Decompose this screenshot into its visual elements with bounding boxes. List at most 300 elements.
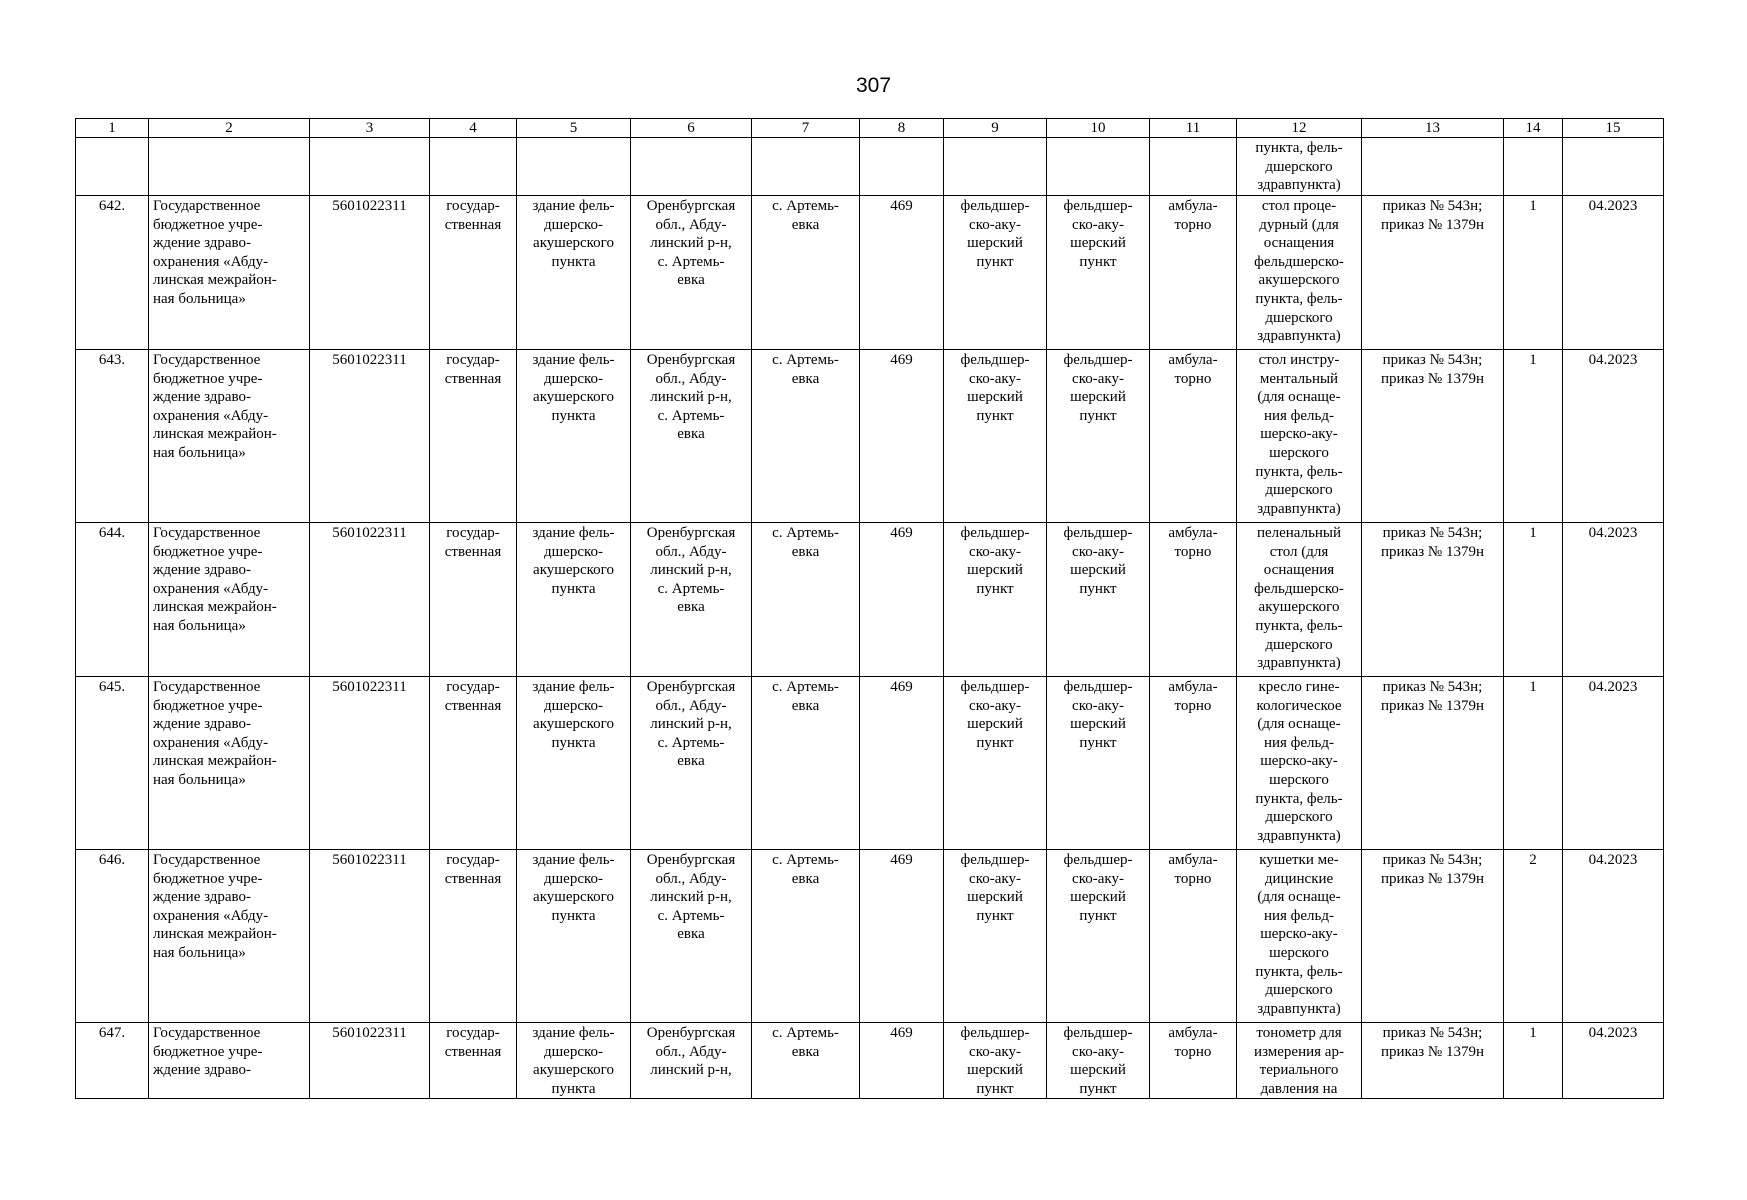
cell-line: с. Артемь- xyxy=(657,734,725,751)
cell-line: шерско-аку- xyxy=(1260,926,1338,943)
cell-line: ско-аку- xyxy=(969,543,1021,560)
cell-line: фельдшер- xyxy=(1063,525,1133,541)
cell-line: линский р-н, xyxy=(650,1062,732,1079)
cell-line: измерения ар- xyxy=(1254,1043,1344,1060)
cell-line: фельдшерско- xyxy=(1254,580,1344,597)
cell-line: шерский xyxy=(967,889,1023,906)
cell-line: бюджетное учре- xyxy=(153,370,263,387)
cell-line: Государственное xyxy=(153,679,261,695)
cell-col-15: 04.2023 xyxy=(1563,196,1664,350)
cell-line: пункт xyxy=(976,734,1014,751)
cell-line: евка xyxy=(791,370,820,387)
cell-col-4 xyxy=(430,850,517,1023)
table-row xyxy=(76,677,1664,850)
cell-line: амбула- xyxy=(1168,525,1218,541)
cell-line: ско-аку- xyxy=(1072,870,1124,887)
cell-line: обл., Абду- xyxy=(655,870,727,887)
cell-line: акушерского xyxy=(533,1062,614,1079)
cell-line: евка xyxy=(677,753,705,770)
cell-col-4 xyxy=(430,196,517,350)
cell-line: Оренбургская xyxy=(646,679,736,695)
cell-col-6 xyxy=(631,1023,752,1099)
cell-col-2 xyxy=(149,1023,310,1099)
cell-line: шерский xyxy=(1070,1062,1126,1079)
cell-line: здравпункта) xyxy=(1257,827,1341,844)
cell-col-12 xyxy=(1237,1023,1362,1099)
cell-line: ждение здраво- xyxy=(153,716,252,733)
cell-col-14 xyxy=(1504,138,1563,196)
cell-col-4 xyxy=(430,350,517,523)
cell-col-9 xyxy=(944,1023,1047,1099)
cell-line: шерский xyxy=(1070,389,1126,406)
cell-line: фельдшер- xyxy=(1063,1025,1133,1041)
cell-line: фельдшер- xyxy=(960,852,1030,868)
cell-col-6 xyxy=(631,138,752,196)
cell-line: ждение здраво- xyxy=(153,889,252,906)
cell-line: ная больница» xyxy=(153,944,246,961)
cell-col-2 xyxy=(149,196,310,350)
cell-line: амбула- xyxy=(1168,352,1218,368)
column-number: 13 xyxy=(1362,119,1504,138)
cell-line: Государственное xyxy=(153,198,261,214)
cell-line: линский р-н, xyxy=(650,389,732,406)
cell-col-13 xyxy=(1362,523,1504,677)
cell-line: дшерского xyxy=(1265,309,1333,326)
cell-line: ско-аку- xyxy=(1072,216,1124,233)
cell-line: линская межрайон- xyxy=(153,599,277,616)
cell-line: шерского xyxy=(1269,444,1329,461)
cell-col-12 xyxy=(1237,350,1362,523)
cell-col-3: 5601022311 xyxy=(310,196,430,350)
column-number: 12 xyxy=(1237,119,1362,138)
cell-col-2 xyxy=(149,350,310,523)
table-row xyxy=(76,196,1664,350)
cell-col-8: 469 xyxy=(860,523,944,677)
cell-line: бюджетное учре- xyxy=(153,216,263,233)
cell-line: ная больница» xyxy=(153,617,246,634)
cell-col-6 xyxy=(631,196,752,350)
cell-col-2 xyxy=(149,523,310,677)
cell-line: линский р-н, xyxy=(650,562,732,579)
cell-col-15: 04.2023 xyxy=(1563,350,1664,523)
cell-line: приказ № 543н; xyxy=(1382,352,1483,368)
cell-line: акушерского xyxy=(1258,272,1340,289)
cell-line: приказ № 543н; xyxy=(1382,198,1483,214)
cell-col-9 xyxy=(944,196,1047,350)
cell-col-11 xyxy=(1150,196,1237,350)
cell-col-1: 643. xyxy=(76,350,149,523)
cell-line: териального xyxy=(1259,1062,1339,1079)
cell-line: стол (для xyxy=(1269,543,1329,560)
column-number: 2 xyxy=(149,119,310,138)
cell-line: евка xyxy=(677,272,705,289)
cell-line: бюджетное учре- xyxy=(153,697,263,714)
cell-line: пункта, фель- xyxy=(1255,463,1343,480)
cell-col-12 xyxy=(1237,523,1362,677)
cell-line: с. Артемь- xyxy=(772,525,839,541)
cell-col-15: 04.2023 xyxy=(1563,850,1664,1023)
cell-line: шерский xyxy=(1070,716,1126,733)
cell-col-14: 1 xyxy=(1504,1023,1563,1099)
table-row xyxy=(76,850,1664,1023)
cell-line: евка xyxy=(791,697,820,714)
cell-line: ждение здраво- xyxy=(153,1062,252,1079)
cell-line: (для оснаще- xyxy=(1257,716,1341,733)
cell-line: торно xyxy=(1174,370,1212,387)
cell-line: шерский xyxy=(967,389,1023,406)
cell-line: Оренбургская xyxy=(646,525,736,541)
cell-col-10 xyxy=(1047,523,1150,677)
cell-col-13 xyxy=(1362,350,1504,523)
cell-col-12 xyxy=(1237,850,1362,1023)
cell-line: торно xyxy=(1174,697,1212,714)
column-number: 3 xyxy=(310,119,430,138)
cell-line: евка xyxy=(677,599,705,616)
cell-col-4 xyxy=(430,138,517,196)
cell-col-13 xyxy=(1362,850,1504,1023)
cell-line: ственная xyxy=(444,370,502,387)
page-number: 307 xyxy=(855,74,892,97)
cell-line: охранения «Абду- xyxy=(153,407,269,424)
cell-line: линская межрайон- xyxy=(153,272,277,289)
cell-col-8: 469 xyxy=(860,196,944,350)
cell-line: ная больница» xyxy=(153,290,246,307)
cell-line: с. Артемь- xyxy=(657,580,725,597)
cell-line: дшерского xyxy=(1265,809,1333,826)
cell-line: государ- xyxy=(446,198,500,214)
cell-col-3 xyxy=(310,138,430,196)
cell-line: дшерского xyxy=(1265,636,1333,653)
cell-line: акушерского xyxy=(533,716,614,733)
cell-col-8: 469 xyxy=(860,1023,944,1099)
cell-line: фельдшер- xyxy=(960,679,1030,695)
cell-line: Оренбургская xyxy=(646,852,736,868)
cell-line: ско-аку- xyxy=(969,1043,1021,1060)
cell-line: дшерско- xyxy=(543,1043,604,1060)
cell-line: приказ № 1379н xyxy=(1380,543,1485,560)
cell-col-5 xyxy=(517,677,631,850)
cell-line: ментальный xyxy=(1259,370,1339,387)
cell-line: пункт xyxy=(1079,253,1117,270)
cell-line: здравпункта) xyxy=(1257,500,1341,517)
cell-col-11 xyxy=(1150,1023,1237,1099)
cell-line: приказ № 543н; xyxy=(1382,1025,1483,1041)
cell-line: Государственное xyxy=(153,352,261,368)
cell-line: акушерского xyxy=(533,889,614,906)
cell-col-10 xyxy=(1047,138,1150,196)
cell-line: ния фельд- xyxy=(1263,734,1335,751)
cell-line: приказ № 543н; xyxy=(1382,525,1483,541)
cell-col-1: 647. xyxy=(76,1023,149,1099)
cell-line: дицинские xyxy=(1264,870,1334,887)
table-row xyxy=(76,523,1664,677)
cell-line: с. Артемь- xyxy=(772,352,839,368)
cell-line: приказ № 543н; xyxy=(1382,679,1483,695)
cell-col-3: 5601022311 xyxy=(310,350,430,523)
cell-col-15: 04.2023 xyxy=(1563,1023,1664,1099)
cell-line: тонометр для xyxy=(1256,1025,1342,1041)
cell-col-3: 5601022311 xyxy=(310,850,430,1023)
cell-line: евка xyxy=(677,426,705,443)
cell-line: фельдшер- xyxy=(960,525,1030,541)
cell-col-5 xyxy=(517,523,631,677)
cell-line: шерский xyxy=(1070,235,1126,252)
cell-col-7 xyxy=(752,350,860,523)
registry-table xyxy=(75,118,1664,1099)
cell-line: ственная xyxy=(444,543,502,560)
cell-line: оснащения xyxy=(1263,235,1335,252)
cell-line: пункта xyxy=(551,407,596,424)
cell-line: дшерско- xyxy=(543,543,604,560)
cell-line: дшерско- xyxy=(543,370,604,387)
cell-line: государ- xyxy=(446,679,500,695)
cell-line: дшерского xyxy=(1265,482,1333,499)
cell-line: ско-аку- xyxy=(969,697,1021,714)
cell-col-4 xyxy=(430,1023,517,1099)
cell-line: охранения «Абду- xyxy=(153,580,269,597)
cell-col-5 xyxy=(517,350,631,523)
cell-line: здравпункта) xyxy=(1257,1000,1341,1017)
cell-line: здание фель- xyxy=(532,352,615,368)
cell-line: ственная xyxy=(444,216,502,233)
cell-col-1: 644. xyxy=(76,523,149,677)
cell-line: давления на xyxy=(1260,1080,1338,1097)
cell-col-9 xyxy=(944,677,1047,850)
cell-col-7 xyxy=(752,138,860,196)
cell-line: обл., Абду- xyxy=(655,370,727,387)
cell-line: ния фельд- xyxy=(1263,407,1335,424)
cell-line: шерский xyxy=(967,716,1023,733)
cell-line: Оренбургская xyxy=(646,352,736,368)
cell-col-14: 1 xyxy=(1504,350,1563,523)
cell-line: приказ № 1379н xyxy=(1380,870,1485,887)
cell-line: дшерско- xyxy=(543,697,604,714)
cell-line: Оренбургская xyxy=(646,1025,736,1041)
cell-line: пункт xyxy=(1079,407,1117,424)
cell-col-1: 642. xyxy=(76,196,149,350)
cell-line: шерско-аку- xyxy=(1260,426,1338,443)
cell-line: ная больница» xyxy=(153,771,246,788)
cell-line: с. Артемь- xyxy=(657,907,725,924)
cell-line: шерский xyxy=(967,1062,1023,1079)
cell-col-7 xyxy=(752,1023,860,1099)
cell-col-7 xyxy=(752,677,860,850)
cell-col-12 xyxy=(1237,138,1362,196)
cell-line: пункта, фель- xyxy=(1255,790,1343,807)
cell-line: здравпункта) xyxy=(1257,655,1341,672)
cell-line: амбула- xyxy=(1168,198,1218,214)
cell-line: пункт xyxy=(976,907,1014,924)
cell-line: ско-аку- xyxy=(1072,697,1124,714)
cell-line: с. Артемь- xyxy=(772,1025,839,1041)
cell-line: здравпункта) xyxy=(1257,177,1341,194)
cell-line: пункта xyxy=(551,1080,596,1097)
cell-line: ждение здраво- xyxy=(153,235,252,252)
cell-line: линская межрайон- xyxy=(153,426,277,443)
cell-line: акушерского xyxy=(533,389,614,406)
cell-col-5 xyxy=(517,196,631,350)
cell-line: фельдшер- xyxy=(960,198,1030,214)
cell-line: акушерского xyxy=(1258,599,1340,616)
cell-line: дшерско- xyxy=(543,216,604,233)
column-number: 15 xyxy=(1563,119,1664,138)
cell-col-6 xyxy=(631,677,752,850)
cell-col-9 xyxy=(944,523,1047,677)
cell-line: государ- xyxy=(446,852,500,868)
cell-line: пункта xyxy=(551,253,596,270)
cell-col-3: 5601022311 xyxy=(310,1023,430,1099)
cell-line: акушерского xyxy=(533,235,614,252)
cell-col-11 xyxy=(1150,850,1237,1023)
cell-col-9 xyxy=(944,138,1047,196)
cell-col-9 xyxy=(944,350,1047,523)
cell-col-15: 04.2023 xyxy=(1563,677,1664,850)
cell-line: фельдшер- xyxy=(1063,852,1133,868)
cell-line: пункт xyxy=(1079,907,1117,924)
cell-line: ско-аку- xyxy=(1072,370,1124,387)
cell-col-13 xyxy=(1362,138,1504,196)
cell-line: приказ № 1379н xyxy=(1380,697,1485,714)
cell-line: пункт xyxy=(976,407,1014,424)
cell-line: с. Артемь- xyxy=(772,852,839,868)
cell-col-6 xyxy=(631,523,752,677)
cell-line: ная больница» xyxy=(153,444,246,461)
cell-line: ско-аку- xyxy=(1072,543,1124,560)
cell-col-4 xyxy=(430,523,517,677)
column-number: 1 xyxy=(76,119,149,138)
cell-line: кресло гине- xyxy=(1258,679,1340,695)
cell-line: пункта xyxy=(551,734,596,751)
cell-col-2 xyxy=(149,138,310,196)
cell-line: стол инстру- xyxy=(1258,352,1340,368)
cell-line: приказ № 543н; xyxy=(1382,852,1483,868)
cell-line: оснащения xyxy=(1263,562,1335,579)
cell-line: дшерско- xyxy=(543,870,604,887)
cell-col-1: 645. xyxy=(76,677,149,850)
cell-line: бюджетное учре- xyxy=(153,1043,263,1060)
cell-line: фельдшер- xyxy=(1063,352,1133,368)
cell-col-14: 1 xyxy=(1504,523,1563,677)
cell-col-2 xyxy=(149,677,310,850)
cell-line: Государственное xyxy=(153,852,261,868)
cell-line: шерский xyxy=(1070,889,1126,906)
column-number: 10 xyxy=(1047,119,1150,138)
cell-line: амбула- xyxy=(1168,679,1218,695)
cell-col-3: 5601022311 xyxy=(310,523,430,677)
cell-line: шерский xyxy=(967,562,1023,579)
cell-line: приказ № 1379н xyxy=(1380,216,1485,233)
cell-col-13 xyxy=(1362,196,1504,350)
cell-line: пункта, фель- xyxy=(1255,140,1343,156)
cell-line: ния фельд- xyxy=(1263,907,1335,924)
cell-line: фельдшер- xyxy=(1063,679,1133,695)
cell-col-14: 1 xyxy=(1504,677,1563,850)
cell-line: здание фель- xyxy=(532,525,615,541)
cell-line: дшерского xyxy=(1265,158,1333,175)
cell-col-13 xyxy=(1362,1023,1504,1099)
cell-col-15 xyxy=(1563,138,1664,196)
cell-line: пункта, фель- xyxy=(1255,290,1343,307)
cell-line: шерского xyxy=(1269,944,1329,961)
cell-line: линская межрайон- xyxy=(153,753,277,770)
cell-line: шерский xyxy=(1070,562,1126,579)
cell-col-10 xyxy=(1047,1023,1150,1099)
cell-line: ждение здраво- xyxy=(153,389,252,406)
cell-col-11 xyxy=(1150,350,1237,523)
cell-col-15: 04.2023 xyxy=(1563,523,1664,677)
cell-line: кушетки ме- xyxy=(1259,852,1339,868)
cell-line: стол проце- xyxy=(1261,198,1337,214)
cell-line: с. Артемь- xyxy=(657,407,725,424)
table-row xyxy=(76,1023,1664,1099)
cell-line: здравпункта) xyxy=(1257,328,1341,345)
cell-line: шерско-аку- xyxy=(1260,753,1338,770)
cell-line: с. Артемь- xyxy=(772,198,839,214)
column-number: 5 xyxy=(517,119,631,138)
cell-line: ско-аку- xyxy=(969,870,1021,887)
cell-line: линская межрайон- xyxy=(153,926,277,943)
cell-col-4 xyxy=(430,677,517,850)
cell-line: Оренбургская xyxy=(646,198,736,214)
cell-line: бюджетное учре- xyxy=(153,870,263,887)
cell-col-8: 469 xyxy=(860,850,944,1023)
cell-line: пункта, фель- xyxy=(1255,617,1343,634)
cell-col-10 xyxy=(1047,850,1150,1023)
cell-line: шерский xyxy=(967,235,1023,252)
cell-col-11 xyxy=(1150,677,1237,850)
cell-line: охранения «Абду- xyxy=(153,253,269,270)
cell-col-14: 2 xyxy=(1504,850,1563,1023)
cell-line: торно xyxy=(1174,216,1212,233)
cell-col-6 xyxy=(631,850,752,1023)
cell-line: приказ № 1379н xyxy=(1380,370,1485,387)
cell-line: пункт xyxy=(976,253,1014,270)
cell-line: торно xyxy=(1174,1043,1212,1060)
cell-line: торно xyxy=(1174,870,1212,887)
cell-line: государ- xyxy=(446,352,500,368)
cell-col-5 xyxy=(517,1023,631,1099)
cell-line: Государственное xyxy=(153,525,261,541)
cell-line: ско-аку- xyxy=(969,216,1021,233)
column-number: 4 xyxy=(430,119,517,138)
cell-line: приказ № 1379н xyxy=(1380,1043,1485,1060)
table-row xyxy=(76,350,1664,523)
cell-col-8 xyxy=(860,138,944,196)
cell-line: пункта xyxy=(551,907,596,924)
cell-line: ждение здраво- xyxy=(153,562,252,579)
cell-line: (для оснаще- xyxy=(1257,389,1341,406)
cell-line: пункт xyxy=(1079,734,1117,751)
cell-col-8: 469 xyxy=(860,350,944,523)
cell-col-2 xyxy=(149,850,310,1023)
cell-col-9 xyxy=(944,850,1047,1023)
cell-line: с. Артемь- xyxy=(772,679,839,695)
cell-col-10 xyxy=(1047,196,1150,350)
column-number: 7 xyxy=(752,119,860,138)
cell-line: обл., Абду- xyxy=(655,697,727,714)
cell-line: евка xyxy=(791,543,820,560)
cell-col-3: 5601022311 xyxy=(310,677,430,850)
cell-line: линский р-н, xyxy=(650,716,732,733)
cell-line: евка xyxy=(791,870,820,887)
cell-line: дшерского xyxy=(1265,982,1333,999)
cell-line: евка xyxy=(791,216,820,233)
cell-line: ственная xyxy=(444,697,502,714)
cell-line: Государственное xyxy=(153,1025,261,1041)
cell-line: бюджетное учре- xyxy=(153,543,263,560)
cell-line: пункт xyxy=(976,580,1014,597)
cell-col-12 xyxy=(1237,677,1362,850)
